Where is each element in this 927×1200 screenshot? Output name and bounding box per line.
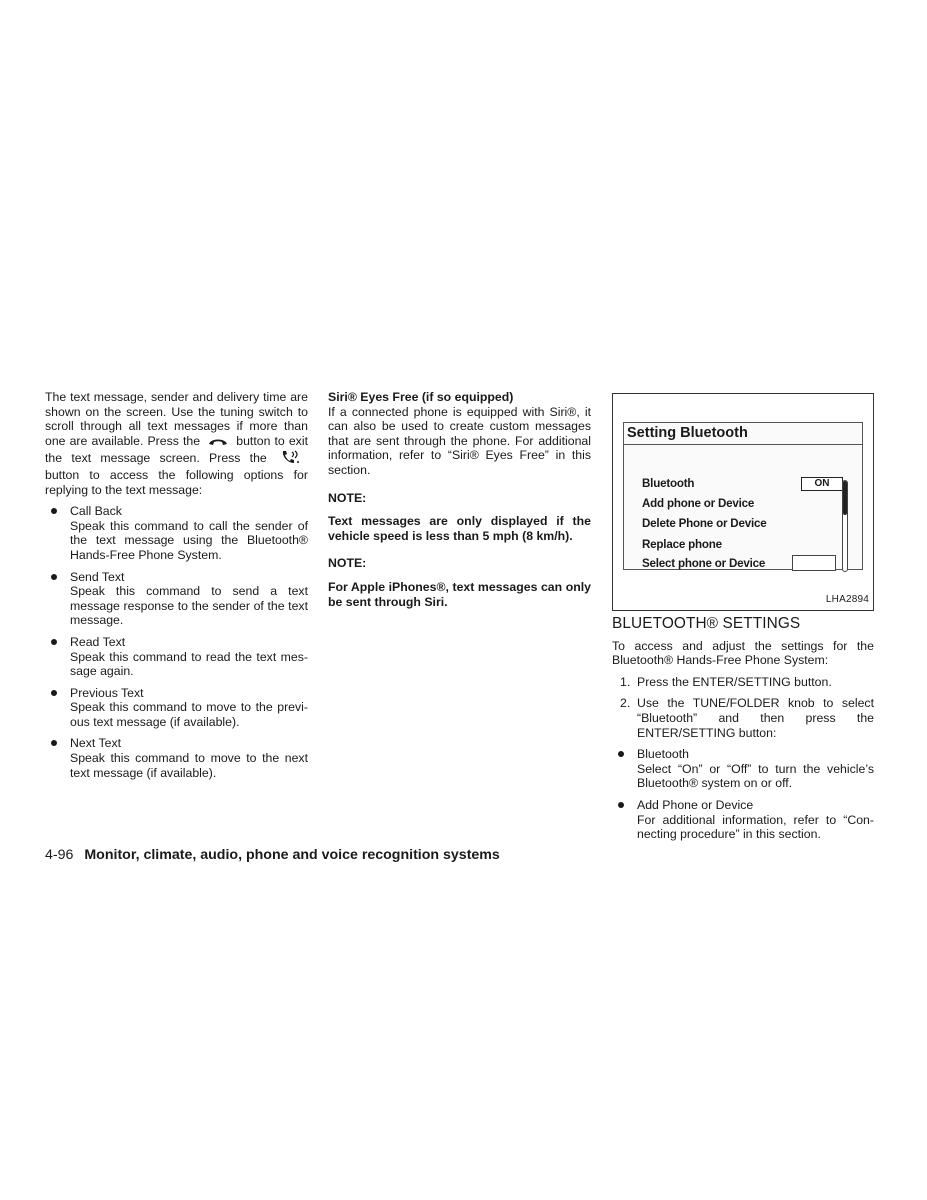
intro-text-b: button to exit the text message screen. Press the <box>45 433 308 466</box>
list-item: Next Text Speak this command to move to the next text message (if available). <box>45 736 308 780</box>
section-title: BLUETOOTH® SETTINGS <box>612 615 801 632</box>
siri-body: If a connected phone is equipped with Siri®, it can also be used to create custom messages that are sent through the phone. For additional information, refer to “Siri® Eyes Free” in this section. <box>328 404 591 477</box>
list-item: Bluetooth Select “On” or “Off” to turn the vehicle’s Bluetooth® system on or off. <box>612 747 874 791</box>
column-left <box>45 390 308 787</box>
page-footer <box>45 847 500 864</box>
list-item: Previous Text Speak this command to move to the previ- ous text message (if available). <box>45 686 308 730</box>
list-item: 2. Use the TUNE/FOLDER knob to select “Bluetooth” and then press the ENTER/SETTING button: <box>620 696 874 740</box>
phone-hangup-icon <box>208 436 228 451</box>
bluetooth-options-list <box>612 747 874 842</box>
menu-item-bluetooth: Bluetooth <box>642 477 695 490</box>
footer-title: Monitor, climate, audio, phone and voice recognition systems <box>84 847 500 863</box>
phone-voice-icon <box>280 450 304 468</box>
intro-text-c: button to access the following options for replying to the text message: <box>45 467 308 497</box>
note-label-1: NOTE: <box>328 490 367 505</box>
list-item: Read Text Speak this command to read the text mes- sage again. <box>45 635 308 679</box>
siri-heading: Siri® Eyes Free (if so equipped) <box>328 390 514 404</box>
figure-id: LHA2894 <box>825 594 869 606</box>
screen-illustration <box>623 422 863 570</box>
select-box <box>792 555 836 571</box>
note-label-2: NOTE: <box>328 556 367 571</box>
menu-item-replace-phone: Replace phone <box>642 538 722 551</box>
list-item: Call Back Speak this command to call the sender of the text message using the Bluetooth® Hands-Free Phone System. <box>45 504 308 562</box>
steps-list <box>612 675 874 740</box>
note-text-1: Text messages are only displayed if the vehicle speed is less than 5 mph (8 km/h). <box>328 514 591 543</box>
column-middle <box>328 390 591 609</box>
list-item: Send Text Speak this command to send a text message response to the sender of the text message. <box>45 570 308 628</box>
on-indicator: ON <box>801 477 843 491</box>
intro-text-a: The text message, sender and delivery time are shown on the screen. Use the tuning switch to scroll through all text messages if more than one are available. Press the <box>45 390 308 448</box>
intro-paragraph <box>45 390 308 497</box>
list-item: Add Phone or Device For additional information, refer to “Con- necting procedure” in this section. <box>612 798 874 842</box>
scrollbar <box>842 480 848 572</box>
menu-item-select-phone: Select phone or Device <box>642 557 766 570</box>
note-text-2: For Apple iPhones®, text messages can only be sent through Siri. <box>328 579 591 609</box>
section-intro: To access and adjust the settings for the Bluetooth® Hands-Free Phone System: <box>612 638 874 668</box>
column-right <box>612 390 874 849</box>
setting-bluetooth-figure <box>612 393 874 611</box>
scroll-thumb <box>843 481 847 515</box>
list-item: 1. Press the ENTER/SETTING button. <box>620 674 832 689</box>
screen-title: Setting Bluetooth <box>624 423 862 445</box>
menu-item-delete-phone: Delete Phone or Device <box>642 517 767 530</box>
page-number: 4-96 <box>45 847 74 863</box>
menu-item-add-phone: Add phone or Device <box>642 497 755 510</box>
reply-options-list <box>45 504 308 780</box>
